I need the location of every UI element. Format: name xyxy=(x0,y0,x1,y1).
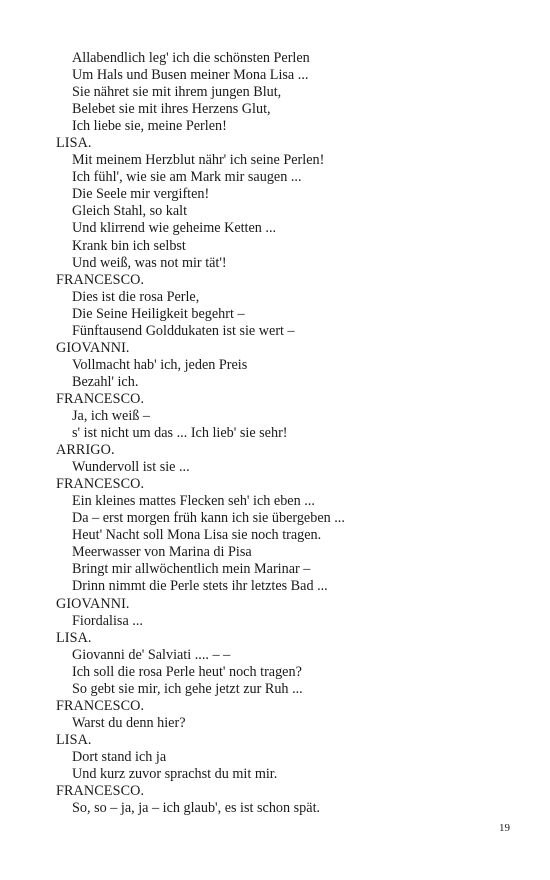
verse-line: Gleich Stahl, so kalt xyxy=(72,203,188,220)
verse-line: Krank bin ich selbst xyxy=(72,237,186,254)
verse-line: Da – erst morgen früh kann ich sie übergeben ... xyxy=(72,510,345,527)
dialogue-block xyxy=(56,391,516,442)
speaker-name: FRANCESCO. xyxy=(56,390,145,407)
speaker-name: LISA. xyxy=(56,629,92,646)
speaker-name: GIOVANNI. xyxy=(56,339,130,356)
verse-line: Vollmacht hab' ich, jeden Preis xyxy=(72,356,248,373)
speaker-name: LISA. xyxy=(56,731,92,748)
verse-line: Giovanni de' Salviati .... – – xyxy=(72,646,231,663)
dialogue-block xyxy=(56,476,516,595)
dialogue-block xyxy=(56,50,516,135)
dialogue-block xyxy=(56,442,516,476)
verse-line: Ich soll die rosa Perle heut' noch tragen? xyxy=(72,663,302,680)
verse-line: Heut' Nacht soll Mona Lisa sie noch tragen. xyxy=(72,527,322,544)
speaker-name: ARRIGO. xyxy=(56,442,115,459)
dialogue-block xyxy=(56,783,516,817)
verse-line: Wundervoll ist sie ... xyxy=(72,459,190,476)
verse-line: Ich liebe sie, meine Perlen! xyxy=(72,118,227,135)
speaker-name: FRANCESCO. xyxy=(56,697,145,714)
verse-line: Dies ist die rosa Perle, xyxy=(72,288,200,305)
dialogue-block xyxy=(56,698,516,732)
verse-line: Die Seine Heiligkeit begehrt – xyxy=(72,305,245,322)
verse-line: So, so – ja, ja – ich glaub', es ist schon spät. xyxy=(72,800,321,817)
verse-line: Fünftausend Golddukaten ist sie wert – xyxy=(72,322,295,339)
verse-line: Allabendlich leg' ich die schönsten Perlen xyxy=(72,50,310,66)
page-number: 19 xyxy=(499,822,510,834)
speaker-name: GIOVANNI. xyxy=(56,595,130,612)
verse-line: Und klirrend wie geheime Ketten ... xyxy=(72,220,277,237)
verse-line: Mit meinem Herzblut nähr' ich seine Perlen! xyxy=(72,152,325,169)
verse-line: Ein kleines mattes Flecken seh' ich eben ... xyxy=(72,493,315,510)
verse-line: Ich fühl', wie sie am Mark mir saugen ... xyxy=(72,169,302,186)
verse-line: Um Hals und Busen meiner Mona Lisa ... xyxy=(72,67,309,84)
verse-line: Bezahl' ich. xyxy=(72,373,139,390)
verse-line: Bringt mir allwöchentlich mein Marinar – xyxy=(72,561,311,578)
dialogue-block xyxy=(56,732,516,783)
speaker-name: LISA. xyxy=(56,135,92,152)
verse-line: Warst du denn hier? xyxy=(72,714,186,731)
dialogue-block xyxy=(56,630,516,698)
verse-line: Und kurz zuvor sprachst du mit mir. xyxy=(72,765,278,782)
speaker-name: FRANCESCO. xyxy=(56,783,145,800)
verse-line: Belebet sie mit ihres Herzens Glut, xyxy=(72,101,271,118)
speaker-name: FRANCESCO. xyxy=(56,271,145,288)
dialogue-block xyxy=(56,135,516,271)
speaker-name: FRANCESCO. xyxy=(56,476,145,493)
dialogue-block xyxy=(56,340,516,391)
verse-line: Sie nähret sie mit ihrem jungen Blut, xyxy=(72,84,282,101)
verse-line: Meerwasser von Marina di Pisa xyxy=(72,544,252,561)
dialogue-block xyxy=(56,272,516,340)
verse-line: Dort stand ich ja xyxy=(72,748,167,765)
verse-line: s' ist nicht um das ... Ich lieb' sie sehr! xyxy=(72,425,288,442)
verse-line: Fiordalisa ... xyxy=(72,612,143,629)
verse-line: Ja, ich weiß – xyxy=(72,407,151,424)
play-text xyxy=(56,50,516,817)
dialogue-block xyxy=(56,596,516,630)
verse-line: Drinn nimmt die Perle stets ihr letztes Bad ... xyxy=(72,578,328,595)
verse-line: Und weiß, was not mir tät'! xyxy=(72,254,227,271)
verse-line: So gebt sie mir, ich gehe jetzt zur Ruh ... xyxy=(72,680,303,697)
verse-line: Die Seele mir vergiften! xyxy=(72,186,210,203)
